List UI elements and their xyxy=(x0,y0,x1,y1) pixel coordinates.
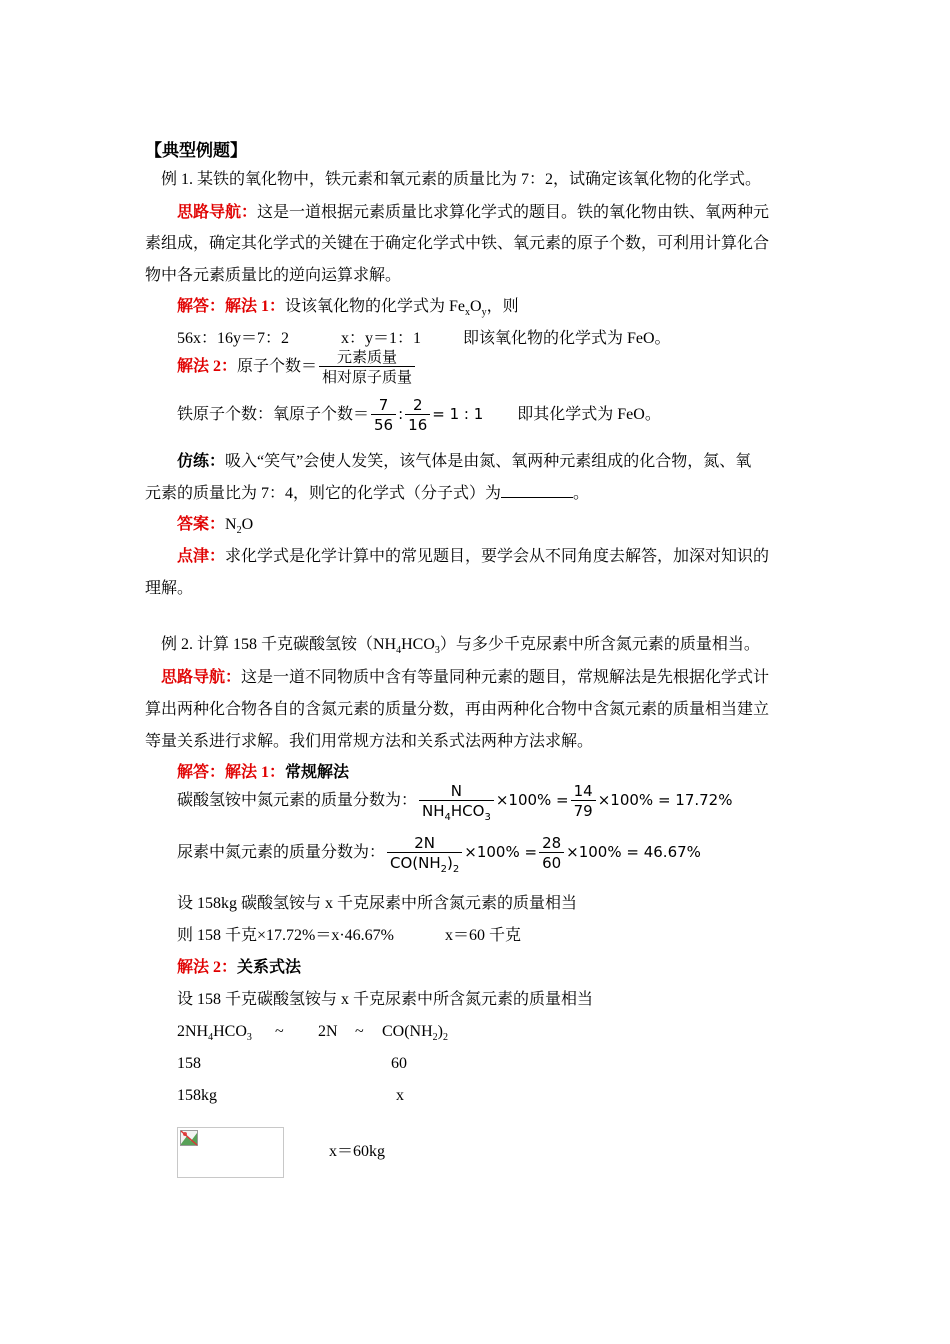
broken-image-placeholder xyxy=(177,1127,284,1178)
ratio-f1-num: 7 xyxy=(378,396,389,414)
urea-fraction xyxy=(387,834,462,873)
answer-blank xyxy=(501,483,573,498)
ratio-f2-num: 2 xyxy=(412,396,423,414)
ex2-guide-line-3: 等量关系进行求解。我们用常规方法和关系式法两种方法求解。 xyxy=(145,733,594,750)
urea-mid: ×100% = xyxy=(464,843,538,862)
row1-a: 158 xyxy=(177,1055,201,1072)
ex2-guide-label: 思路导航： xyxy=(161,669,242,686)
ex1-guide-label: 思路导航： xyxy=(177,204,258,221)
rel-a-s1: 4 xyxy=(208,1032,214,1044)
ex1-method2-label: 解法 2： xyxy=(177,358,238,376)
ex2-answer-label: 解答：解法 1： xyxy=(177,764,286,781)
ex2-method2-label: 解法 2： xyxy=(177,959,238,976)
ex1-practice-line-1 xyxy=(177,452,751,472)
atom-count-numerator: 元素质量 xyxy=(337,348,398,366)
ammonium-num2: 14 xyxy=(573,782,593,800)
ex2-calc-a: 则 158 千克×17.72%＝x·46.67% xyxy=(177,927,395,944)
rel-c-text: CO(NH xyxy=(382,1023,433,1040)
rel-c-s1: 2 xyxy=(432,1032,438,1044)
ex2-question-c: ）与多少千克尿素中所含氮元素的质量相当。 xyxy=(439,636,760,653)
urea-label: 尿素中氮元素的质量分数为： xyxy=(177,844,386,862)
ex1-key-n: N xyxy=(225,516,237,533)
urea-den xyxy=(387,852,462,873)
ex2-question-a: 例 2. 计算 158 千克碳酸氢铵（NH xyxy=(161,636,397,653)
ammonium-label: 碳酸氢铵中氮元素的质量分数为： xyxy=(177,792,418,810)
ammonium-fraction-2 xyxy=(571,782,596,821)
ex2-guide-line-2: 算出两种化合物各自的含氮元素的质量分数，再由两种化合物中含氮元素的质量相当建立 xyxy=(145,701,770,718)
ex1-eq1-b: x：y＝1：1 xyxy=(341,330,422,347)
row2-b: x xyxy=(396,1087,404,1104)
ratio-end: 即其化学式为 FeO。 xyxy=(517,406,661,424)
ex1-note-label: 点津： xyxy=(177,548,226,565)
ex1-answer-line xyxy=(177,297,519,317)
ex1-answer1-y: y xyxy=(481,307,487,319)
ex1-method2-text: 原子个数＝ xyxy=(237,358,318,376)
urea-fraction-2 xyxy=(539,834,564,873)
rel-a2-text: HCO xyxy=(213,1023,247,1040)
ex1-note-line-1 xyxy=(177,547,769,567)
atom-count-denominator: 相对原子质量 xyxy=(319,366,415,387)
ammonium-fraction xyxy=(419,782,494,821)
rel-tilde-2: ~ xyxy=(355,1023,364,1040)
urea-den2: 60 xyxy=(539,852,564,873)
ex1-key-o: O xyxy=(241,516,254,533)
ex1-answer1-o: O xyxy=(470,298,482,315)
ex1-key-line xyxy=(177,515,253,535)
rel-a xyxy=(177,1022,252,1042)
row2-a: 158kg xyxy=(177,1087,217,1104)
ratio-fraction-2 xyxy=(405,396,430,435)
ex1-eq1-a: 56x：16y＝7：2 xyxy=(177,330,290,347)
section-heading: 【典型例题】 xyxy=(145,141,247,160)
atom-count-fraction xyxy=(319,348,415,387)
ex1-guide-text-1: 这是一道根据元素质量比求算化学式的题目。铁的氧化物由铁、氧两种元 xyxy=(257,204,770,221)
rel-tilde-1: ~ xyxy=(275,1023,284,1040)
ammonium-mid: ×100% = xyxy=(495,791,569,810)
ex1-key-sub: 2 xyxy=(236,525,242,537)
ex2-question xyxy=(161,635,760,655)
ex1-guide-line-2: 素组成，确定其化学式的关键在于确定化学式中铁、氧元素的原子个数，可利用计算化合 xyxy=(145,235,770,252)
ammonium-line xyxy=(177,782,732,821)
ex1-practice-text-2a: 元素的质量比为 7：4，则它的化学式（分子式）为 xyxy=(145,485,502,502)
rel-c-s2: 2 xyxy=(443,1032,448,1044)
ex2-question-b: HCO xyxy=(401,636,435,653)
ratio-result: = 1 : 1 xyxy=(432,405,484,424)
urea-num2: 28 xyxy=(542,834,562,852)
ex2-answer-line xyxy=(177,763,349,783)
urea-num: 2N xyxy=(414,834,436,852)
ratio-f1-den: 56 xyxy=(371,414,396,435)
ex2-calc-b: x＝60 千克 xyxy=(445,927,522,944)
rel-c2-text: ) xyxy=(437,1023,443,1040)
ex1-method2-line xyxy=(177,348,417,387)
ammonium-den-s2: 3 xyxy=(484,812,491,823)
row1-b: 60 xyxy=(391,1055,407,1072)
ex1-guide-line-3: 物中各元素质量比的逆向运算求解。 xyxy=(145,267,402,284)
ratio-colon: : xyxy=(398,405,404,424)
urea-den-s2: 2 xyxy=(452,864,460,875)
ex1-eq1-c: 即该氧化物的化学式为 FeO。 xyxy=(463,330,671,347)
ex1-note-line-2: 理解。 xyxy=(145,580,194,597)
ex1-answer1-end: ，则 xyxy=(486,298,519,315)
ammonium-num: N xyxy=(450,782,463,800)
broken-image-icon xyxy=(180,1130,198,1146)
urea-line xyxy=(177,834,701,873)
rel-a-text: 2NH xyxy=(177,1023,209,1040)
urea-den-b: ) xyxy=(447,854,453,872)
urea-end: ×100% = 46.67% xyxy=(566,843,701,862)
urea-den-a: CO(NH xyxy=(390,854,441,872)
ratio-fraction-1 xyxy=(371,396,396,435)
ex1-answer-label: 解答：解法 1： xyxy=(177,298,286,315)
ex1-answer1-x: x xyxy=(465,307,471,319)
ex1-practice-line-2 xyxy=(145,483,589,504)
ammonium-den xyxy=(419,800,494,821)
ex2-question-sub2: 3 xyxy=(434,645,440,657)
ex1-note-text-1: 求化学式是化学计算中的常见题目，要学会从不同角度去解答，加深对知识的 xyxy=(225,548,770,565)
ex2-result: x＝60kg xyxy=(329,1143,386,1160)
ex1-practice-text-2b: 。 xyxy=(573,485,590,502)
ammonium-den-s1: 4 xyxy=(444,812,451,823)
ammonium-den-a: NH xyxy=(422,802,445,820)
ex2-set1: 设 158kg 碳酸氢铵与 x 千克尿素中所含氮元素的质量相当 xyxy=(177,895,578,912)
rel-a-s2: 3 xyxy=(246,1032,252,1044)
ex1-question: 例 1. 某铁的氧化物中，铁元素和氧元素的质量比为 7：2，试确定该氧化物的化学式。 xyxy=(161,171,762,188)
ex1-answer1-text: 设该氧化物的化学式为 Fe xyxy=(285,298,466,315)
ex1-ratio-line xyxy=(177,396,661,435)
ex2-set2: 设 158 千克碳酸氢铵与 x 千克尿素中所含氮元素的质量相当 xyxy=(177,991,594,1008)
ex2-guide-text-1: 这是一道不同物质中含有等量同种元素的题目，常规解法是先根据化学式计 xyxy=(241,669,770,686)
rel-b: 2N xyxy=(318,1023,338,1040)
rel-c xyxy=(382,1022,448,1042)
ex1-ratio-text: 铁原子个数：氧原子个数＝ xyxy=(177,406,370,424)
ammonium-end: ×100% = 17.72% xyxy=(597,791,733,810)
ex2-method2-name: 关系式法 xyxy=(237,959,302,976)
ammonium-den2: 79 xyxy=(571,800,596,821)
ex2-question-sub1: 4 xyxy=(396,645,402,657)
ex1-practice-text-1: 吸入“笑气”会使人发笑，该气体是由氮、氧两种元素组成的化合物，氮、氧 xyxy=(225,453,752,470)
ex2-method1-name: 常规解法 xyxy=(285,764,350,781)
ratio-f2-den: 16 xyxy=(405,414,430,435)
ex1-guide-line-1 xyxy=(177,203,769,223)
urea-den-s: 2 xyxy=(440,864,448,875)
ex2-method2-line xyxy=(177,958,301,978)
ex2-guide-line-1 xyxy=(161,668,769,688)
ammonium-den-b: HCO xyxy=(450,802,485,820)
ex1-key-label: 答案： xyxy=(177,516,226,533)
ex1-practice-label: 仿练： xyxy=(177,453,226,470)
